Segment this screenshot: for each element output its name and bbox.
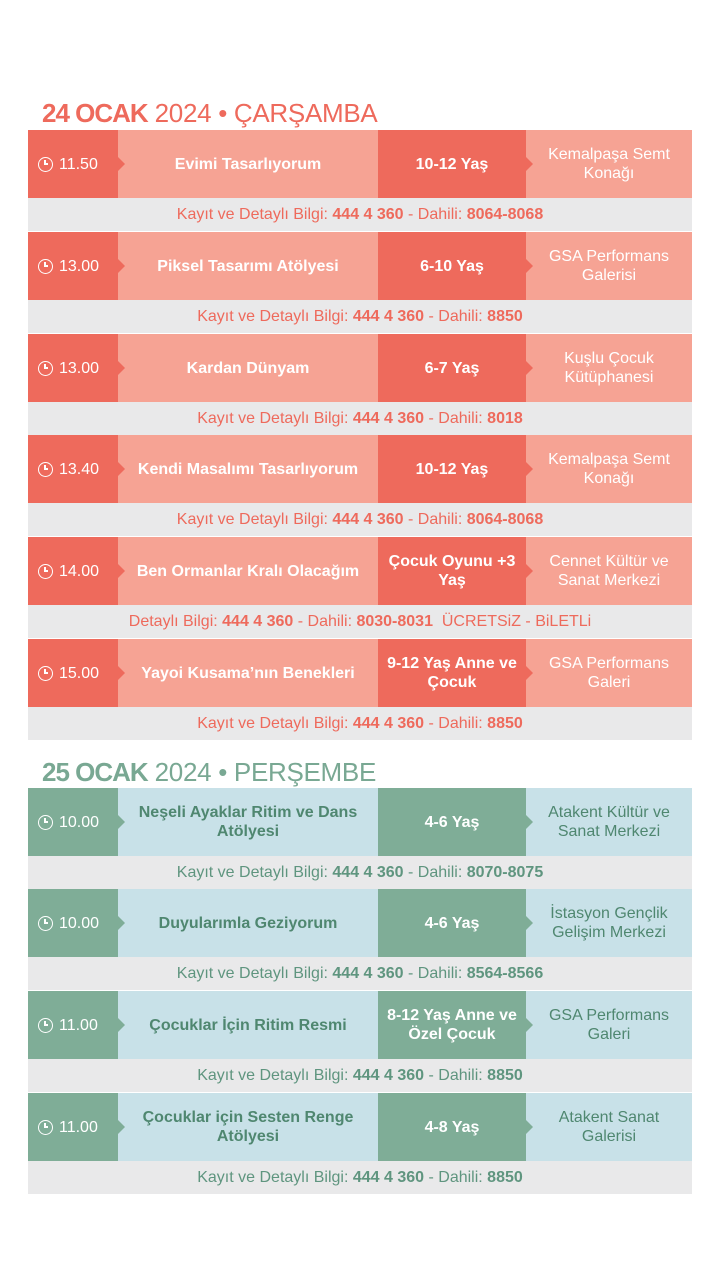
event-age: 6-10 Yaş [378, 232, 526, 300]
event-time [28, 232, 118, 300]
event-age: 9-12 Yaş Anne ve Çocuk [378, 639, 526, 707]
info-phone: 444 4 360 [332, 863, 404, 881]
event-info [28, 856, 692, 889]
info-ext: 8064-8068 [466, 205, 544, 223]
event-age: Çocuk Oyunu +3 Yaş [378, 537, 526, 605]
info-sep: - Dahili: [293, 612, 357, 630]
event-age: 10-12 Yaş [378, 130, 526, 198]
day-header-date: 25 OCAK [42, 757, 148, 787]
event-info [28, 1161, 692, 1194]
clock-icon [38, 361, 53, 376]
event-row[interactable] [28, 334, 692, 402]
info-sep: - Dahili: [403, 205, 467, 223]
event-venue: GSA Performans Galeri [526, 639, 692, 707]
day-header [42, 98, 377, 128]
event-row[interactable] [28, 232, 692, 300]
info-ext: 8850 [487, 1168, 523, 1186]
event-info [28, 1059, 692, 1092]
event-age: 4-6 Yaş [378, 889, 526, 957]
event-venue: GSA Performans Galerisi [526, 232, 692, 300]
info-phone: 444 4 360 [332, 205, 404, 223]
info-extra: ÜCRETSiZ - BiLETLi [432, 612, 592, 630]
clock-icon [38, 666, 53, 681]
event-title: Ben Ormanlar Kralı Olacağım [118, 537, 378, 605]
event-age: 4-8 Yaş [378, 1093, 526, 1161]
event-info [28, 300, 692, 333]
event-age: 10-12 Yaş [378, 435, 526, 503]
event-time [28, 537, 118, 605]
event-time [28, 991, 118, 1059]
info-label: Kayıt ve Detaylı Bilgi: [176, 964, 333, 982]
event-time-text: 13.40 [59, 460, 100, 478]
info-sep: - Dahili: [424, 1168, 488, 1186]
info-phone: 444 4 360 [352, 1168, 425, 1186]
event-time [28, 889, 118, 957]
event-time [28, 788, 118, 856]
info-ext: 8070-8075 [466, 863, 544, 881]
info-sep: - Dahili: [403, 510, 467, 528]
event-time [28, 334, 118, 402]
day-header-date: 24 OCAK [42, 98, 148, 128]
day-header-weekday: 2024 • ÇARŞAMBA [147, 98, 378, 128]
event-title: Çocuklar İçin Ritim Resmi [118, 991, 378, 1059]
clock-icon [38, 1018, 53, 1033]
event-venue: Kemalpaşa Semt Konağı [526, 435, 692, 503]
event-time-text: 13.00 [59, 359, 100, 377]
info-sep: - Dahili: [424, 714, 488, 732]
info-phone: 444 4 360 [332, 964, 404, 982]
event-age: 6-7 Yaş [378, 334, 526, 402]
info-ext: 8850 [487, 307, 523, 325]
event-time-text: 14.00 [59, 562, 100, 580]
info-sep: - Dahili: [424, 307, 488, 325]
event-row[interactable] [28, 537, 692, 605]
event-info [28, 198, 692, 231]
event-time-text: 15.00 [59, 664, 100, 682]
event-row[interactable] [28, 991, 692, 1059]
event-row[interactable] [28, 889, 692, 957]
info-label: Detaylı Bilgi: [128, 612, 223, 630]
info-ext: 8030-8031 [356, 612, 433, 630]
event-title: Çocuklar için Sesten Renge Atölyesi [118, 1093, 378, 1161]
info-label: Kayıt ve Detaylı Bilgi: [176, 510, 333, 528]
event-info [28, 503, 692, 536]
info-sep: - Dahili: [403, 964, 467, 982]
event-venue: Atakent Kültür ve Sanat Merkezi [526, 788, 692, 856]
event-info [28, 957, 692, 990]
event-time [28, 130, 118, 198]
event-title: Yayoi Kusama’nın Benekleri [118, 639, 378, 707]
event-venue: İstasyon Gençlik Gelişim Merkezi [526, 889, 692, 957]
event-time [28, 435, 118, 503]
event-row[interactable] [28, 1093, 692, 1161]
event-age: 4-6 Yaş [378, 788, 526, 856]
info-phone: 444 4 360 [352, 409, 425, 427]
info-label: Kayıt ve Detaylı Bilgi: [176, 863, 333, 881]
info-label: Kayıt ve Detaylı Bilgi: [197, 714, 353, 732]
info-label: Kayıt ve Detaylı Bilgi: [197, 307, 353, 325]
event-age: 8-12 Yaş Anne ve Özel Çocuk [378, 991, 526, 1059]
info-ext: 8564-8566 [466, 964, 544, 982]
event-info [28, 707, 692, 740]
event-time [28, 1093, 118, 1161]
event-title: Neşeli Ayaklar Ritim ve Dans Atölyesi [118, 788, 378, 856]
info-ext: 8018 [487, 409, 523, 427]
event-title: Duyularımla Geziyorum [118, 889, 378, 957]
event-venue: Kemalpaşa Semt Konağı [526, 130, 692, 198]
clock-icon [38, 564, 53, 579]
event-title: Kendi Masalımı Tasarlıyorum [118, 435, 378, 503]
event-time-text: 10.00 [59, 914, 100, 932]
clock-icon [38, 916, 53, 931]
event-venue: Kuşlu Çocuk Kütüphanesi [526, 334, 692, 402]
info-sep: - Dahili: [424, 1066, 488, 1084]
event-time-text: 11.00 [59, 1016, 98, 1034]
info-label: Kayıt ve Detaylı Bilgi: [197, 1168, 353, 1186]
event-venue: GSA Performans Galeri [526, 991, 692, 1059]
event-row[interactable] [28, 130, 692, 198]
info-label: Kayıt ve Detaylı Bilgi: [197, 409, 353, 427]
event-title: Evimi Tasarlıyorum [118, 130, 378, 198]
info-phone: 444 4 360 [332, 510, 404, 528]
clock-icon [38, 259, 53, 274]
info-ext: 8850 [487, 714, 523, 732]
clock-icon [38, 157, 53, 172]
info-sep: - Dahili: [403, 863, 467, 881]
event-time-text: 10.00 [59, 813, 100, 831]
event-time [28, 639, 118, 707]
event-row[interactable] [28, 435, 692, 503]
day-header-weekday: 2024 • PERŞEMBE [147, 757, 377, 787]
info-label: Kayıt ve Detaylı Bilgi: [197, 1066, 353, 1084]
event-time-text: 11.50 [59, 155, 98, 173]
clock-icon [38, 462, 53, 477]
info-phone: 444 4 360 [352, 307, 425, 325]
event-time-text: 13.00 [59, 257, 100, 275]
event-info [28, 402, 692, 435]
event-venue: Atakent Sanat Galerisi [526, 1093, 692, 1161]
info-phone: 444 4 360 [222, 612, 294, 630]
event-info [28, 605, 692, 638]
event-time-text: 11.00 [59, 1118, 98, 1136]
clock-icon [38, 1120, 53, 1135]
event-title: Kardan Dünyam [118, 334, 378, 402]
info-ext: 8850 [487, 1066, 523, 1084]
info-ext: 8064-8068 [466, 510, 544, 528]
event-title: Piksel Tasarımı Atölyesi [118, 232, 378, 300]
info-phone: 444 4 360 [352, 714, 425, 732]
event-row[interactable] [28, 639, 692, 707]
day-header [42, 757, 376, 787]
info-phone: 444 4 360 [352, 1066, 425, 1084]
event-venue: Cennet Kültür ve Sanat Merkezi [526, 537, 692, 605]
info-label: Kayıt ve Detaylı Bilgi: [176, 205, 333, 223]
clock-icon [38, 815, 53, 830]
info-sep: - Dahili: [424, 409, 488, 427]
event-row[interactable] [28, 788, 692, 856]
